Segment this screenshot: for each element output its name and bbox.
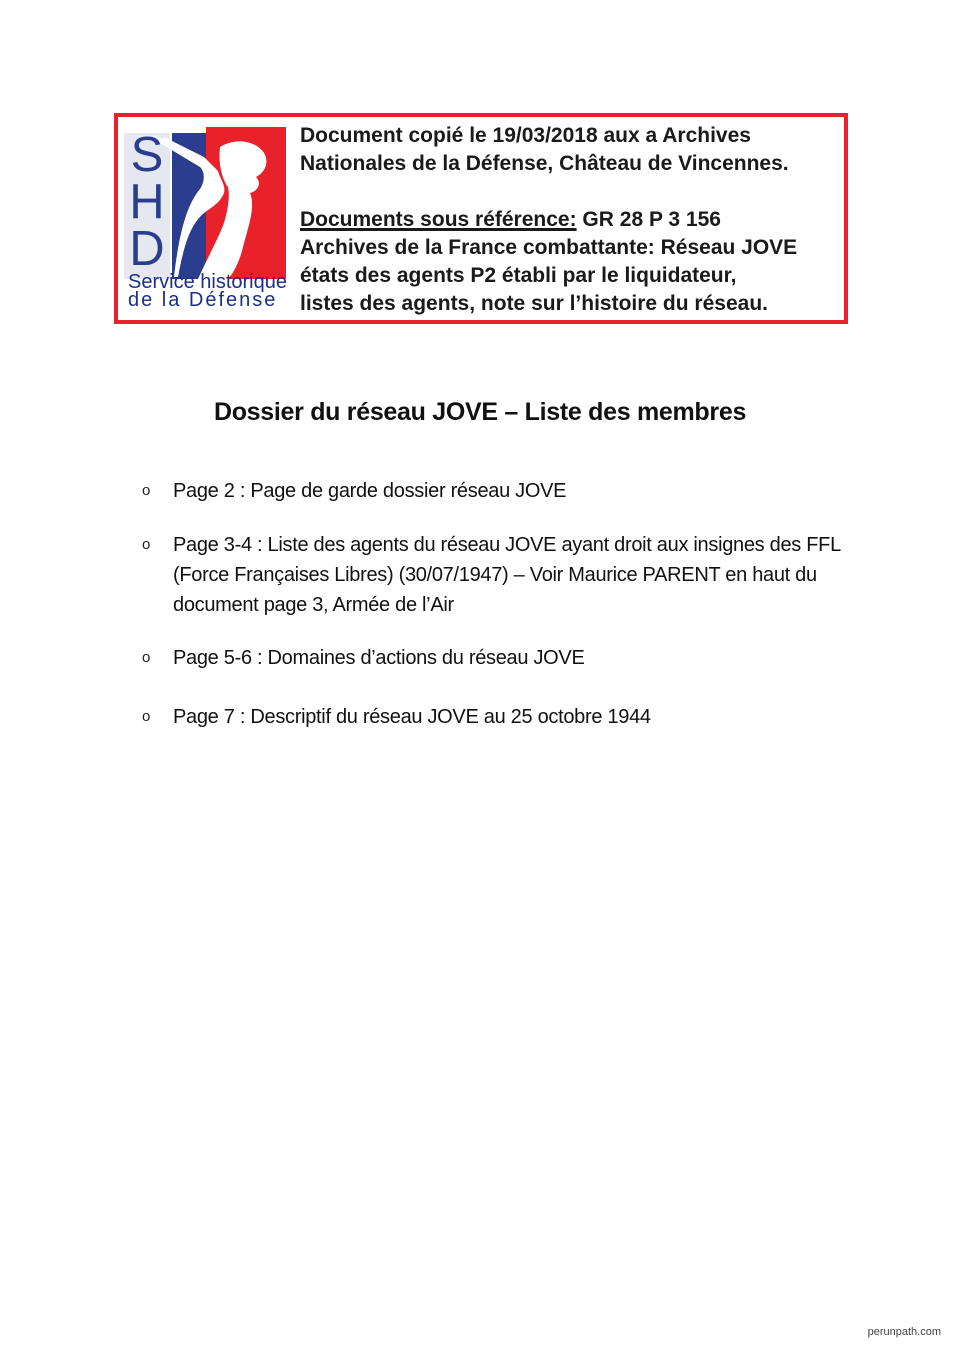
contents-item <box>142 476 842 506</box>
archive-note-line5: états des agents P2 établi par le liquidateur, <box>300 264 737 287</box>
archive-note-line4: Archives de la France combattante: Réseau JOVE <box>300 236 798 259</box>
shd-logo <box>124 127 286 313</box>
bullet-icon: o <box>142 708 151 725</box>
document-title: Dossier du réseau JOVE – Liste des membres <box>213 398 747 426</box>
archive-note-line1: Document copié le 19/03/2018 aux a Archives <box>300 124 751 147</box>
archive-reference-text <box>300 122 845 318</box>
archive-note-line2: Nationales de la Défense, Château de Vincennes. <box>300 152 789 175</box>
logo-caption-line1: Service historique <box>128 271 287 293</box>
contents-item-text: Page 2 : Page de garde dossier réseau JOVE <box>173 480 567 502</box>
bullet-icon: o <box>142 482 151 499</box>
contents-item <box>142 702 842 732</box>
source-watermark: perunpath.com <box>867 1326 941 1338</box>
contents-item-text: Page 5-6 : Domaines d’actions du réseau JOVE <box>173 647 585 669</box>
logo-caption-line2: de la Défense <box>128 289 278 311</box>
logo-letter-h: H <box>129 175 165 229</box>
logo-letter-d: D <box>129 222 165 276</box>
logo-letter-s: S <box>130 128 164 182</box>
bullet-icon: o <box>142 649 151 666</box>
reference-code: GR 28 P 3 156 <box>576 208 721 231</box>
contents-item-text: Page 3-4 : Liste des agents du réseau JOVE ayant droit aux insignes des FFL (Force Françaises Libres) (30/07/1947) – Voir Maurice PARENT en haut du document page 3, Armée de l’Air <box>173 534 841 616</box>
archive-reference-box <box>114 113 848 324</box>
contents-item <box>142 530 842 620</box>
contents-list <box>142 476 842 732</box>
archive-note-line6: listes des agents, note sur l’histoire du réseau. <box>300 292 768 315</box>
reference-line <box>300 206 845 234</box>
contents-item-text: Page 7 : Descriptif du réseau JOVE au 25 octobre 1944 <box>173 706 651 728</box>
contents-item <box>142 643 842 673</box>
bullet-icon: o <box>142 536 151 553</box>
reference-label: Documents sous référence: <box>300 208 577 231</box>
